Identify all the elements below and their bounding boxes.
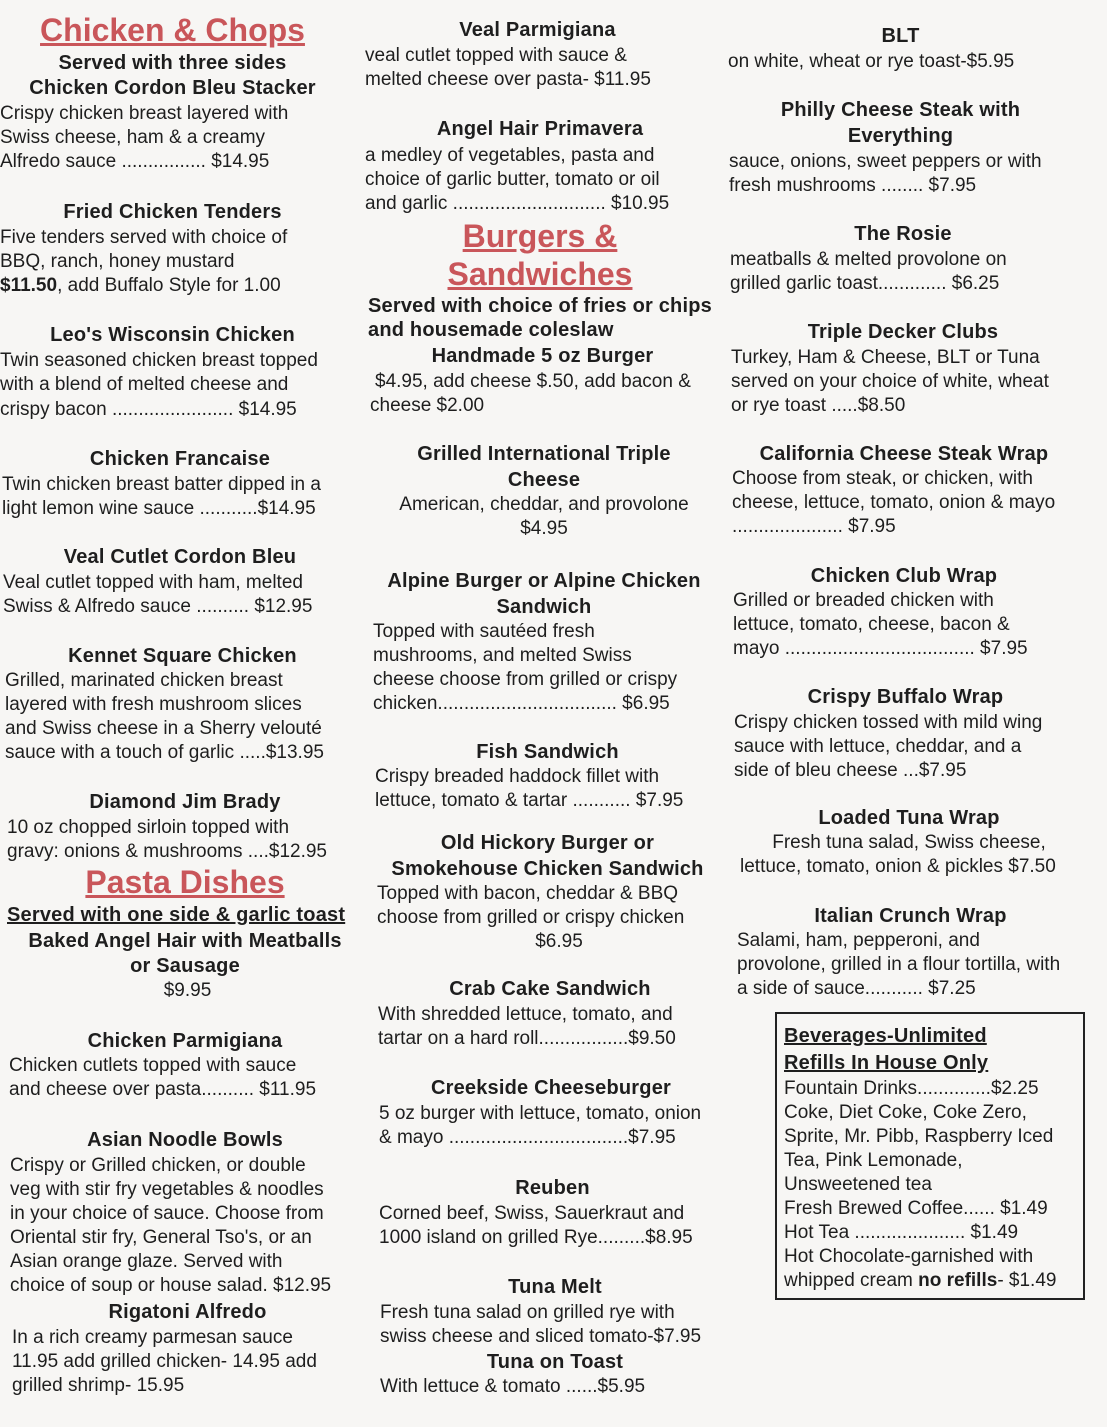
menu-item-title: Veal Parmigiana [459,19,616,41]
menu-item-title: Old Hickory Burger or [440,832,655,854]
menu-item-description: in your choice of sauce. Choose from [10,1203,324,1224]
menu-item-title: Diamond Jim Brady [89,791,281,813]
menu-item-title: Leo's Wisconsin Chicken [50,324,295,346]
menu-item-price-line: and garlic ............................. $10.95 [365,193,670,214]
menu-item-title: Baked Angel Hair with Meatballs [28,930,342,952]
menu-item-description: Asian orange glaze. Served with [10,1251,283,1272]
menu-item-title: Kennet Square Chicken [68,645,297,667]
menu-item-description: and Swiss cheese in a Sherry velouté [5,718,322,739]
menu-item-description: Crispy or Grilled chicken, or double [10,1155,306,1176]
beverage-price-line [784,1270,1056,1292]
section-heading-chicken-chops: Chicken & Chops [40,12,305,48]
menu-item-price-line: cheese $2.00 [370,395,485,416]
menu-item-description: veal cutlet topped with sauce & [365,45,627,66]
menu-item-title: Veal Cutlet Cordon Bleu [63,546,297,568]
menu-item-title: Chicken Francaise [89,448,271,470]
menu-item-title: Loaded Tuna Wrap [818,807,1000,829]
beverage-list: Coke, Diet Coke, Coke Zero, [784,1102,1027,1123]
menu-item-title: Chicken Cordon Bleu Stacker [29,77,316,99]
menu-item-title: Chicken Parmigiana [87,1030,283,1052]
menu-item-description: 5 oz burger with lettuce, tomato, onion [379,1103,702,1124]
menu-item-price-line: gravy: onions & mushrooms ....$12.95 [7,841,327,862]
menu-item-title: Everything [847,125,954,147]
menu-item-description: meatballs & melted provolone on [730,249,1007,270]
menu-item-title: Italian Crunch Wrap [814,905,1007,927]
menu-item-title: Tuna on Toast [486,1351,624,1373]
menu-item-description: Chicken cutlets topped with sauce [9,1055,297,1076]
menu-item-price-line: or rye toast .....$8.50 [731,395,906,416]
menu-item-price-line: Swiss & Alfredo sauce .......... $12.95 [3,596,313,617]
menu-item-title: Chicken Club Wrap [810,565,998,587]
section-subheading: Served with three sides [58,52,287,74]
menu-item-price-line: grilled garlic toast............. $6.25 [730,273,1000,294]
menu-item-title: Grilled International Triple [417,443,671,465]
section-subheading: Served with choice of fries or chips [368,295,712,317]
menu-item-price-line: sauce with a touch of garlic .....$13.95 [5,742,324,763]
menu-item-description: veg with stir fry vegetables & noodles [10,1179,324,1200]
beverage-price-line: Fountain Drinks..............$2.25 [784,1078,1039,1099]
menu-item-price-line: With lettuce & tomato ......$5.95 [380,1376,646,1397]
menu-item-title: Smokehouse Chicken Sandwich [391,858,704,880]
menu-item-title: Philly Cheese Steak with [780,99,1021,121]
menu-item-description: a medley of vegetables, pasta and [365,145,655,166]
menu-item-description: Grilled or breaded chicken with [733,590,994,611]
menu-item-title: Reuben [515,1177,590,1199]
menu-item-title: Crispy Buffalo Wrap [807,686,1004,708]
menu-item-price-line: on white, wheat or rye toast-$5.95 [728,51,1015,72]
menu-item-description: Grilled, marinated chicken breast [5,670,283,691]
menu-item-description: cheese, lettuce, tomato, onion & mayo [732,492,1056,513]
beverages-heading: Beverages-Unlimited [784,1025,987,1047]
menu-item-description: Crispy breaded haddock fillet with [375,766,660,787]
beverage-description: Hot Chocolate-garnished with [784,1246,1034,1267]
menu-item-title: Creekside Cheeseburger [430,1077,672,1099]
beverage-list: Unsweetened tea [784,1174,932,1195]
menu-item-title: The Rosie [854,223,952,245]
menu-item-price-line: chicken.................................. $6.95 [373,693,670,714]
menu-item-title: Asian Noodle Bowls [87,1129,283,1151]
menu-item-description: Fresh tuna salad, Swiss cheese, [772,832,1046,853]
menu-item-price-line: choice of soup or house salad. $12.95 [10,1275,332,1296]
menu-item-description: Turkey, Ham & Cheese, BLT or Tuna [731,347,1040,368]
menu-item-price-line: & mayo ..................................$7.95 [379,1127,676,1148]
menu-item-title: Angel Hair Primavera [436,118,644,140]
section-heading-burgers-sandwiches: Sandwiches [447,256,633,292]
menu-item-description: Swiss cheese, ham & a creamy [0,127,266,148]
menu-item-title: BLT [881,25,920,47]
beverage-list: Sprite, Mr. Pibb, Raspberry Iced [784,1126,1054,1147]
menu-item-description: Twin chicken breast batter dipped in a [2,474,321,495]
menu-item-price-line: tartar on a hard roll.................$9.50 [378,1028,676,1049]
menu-item-description: Fresh tuna salad on grilled rye with [380,1302,675,1323]
menu-item-title: Handmade 5 oz Burger [431,345,654,367]
menu-item-description: Five tenders served with choice of [0,227,288,248]
menu-item-description: served on your choice of white, wheat [731,371,1049,392]
menu-item-price-line: lettuce, tomato & tartar ........... $7.95 [375,790,684,811]
menu-item-title: California Cheese Steak Wrap [759,443,1049,465]
menu-item-description: lettuce, tomato, cheese, bacon & [733,614,1010,635]
menu-item-price-line: a side of sauce........... $7.25 [737,978,976,999]
beverage-description: whipped cream [784,1270,919,1291]
menu-item-price-line: grilled shrimp- 15.95 [12,1375,185,1396]
menu-item-price-line: 11.95 add grilled chicken- 14.95 add [12,1351,317,1372]
menu-item-price-line: melted cheese over pasta- $11.95 [365,69,651,90]
menu-item-description: With shredded lettuce, tomato, and [378,1004,673,1025]
beverages-heading: Refills In House Only [784,1052,989,1074]
menu-item-description: mushrooms, and melted Swiss [373,645,632,666]
menu-item-price-line: ..................... $7.95 [732,516,896,537]
menu-item-description: In a rich creamy parmesan sauce [12,1327,293,1348]
menu-item-price: $6.95 [535,931,583,952]
menu-item-description: Veal cutlet topped with ham, melted [3,572,303,593]
menu-item-title: Fried Chicken Tenders [63,201,282,223]
beverage-price-line: Fresh Brewed Coffee...... $1.49 [784,1198,1048,1219]
menu-item-price-line: swiss cheese and sliced tomato-$7.95 [380,1326,702,1347]
menu-item-price-line: crispy bacon ....................... $14.95 [0,399,297,420]
menu-item-description: Twin seasoned chicken breast topped [0,350,318,371]
menu-item-description: Topped with sautéed fresh [373,621,595,642]
menu-item-description: Oriental stir fry, General Tso's, or an [10,1227,312,1248]
menu-item-price-line: 1000 island on grilled Rye.........$8.95 [379,1227,693,1248]
menu-item-description: 10 oz chopped sirloin topped with [7,817,290,838]
menu-item-price-line: $4.95, add cheese $.50, add bacon & [375,371,691,392]
section-heading-pasta-dishes: Pasta Dishes [85,864,285,900]
beverage-list: Tea, Pink Lemonade, [784,1150,963,1171]
menu-item-title: Alpine Burger or Alpine Chicken [387,570,701,592]
menu-item-price-line: and cheese over pasta.......... $11.95 [9,1079,317,1100]
menu-item-description: Topped with bacon, cheddar & BBQ [377,883,679,904]
menu-item-description: cheese choose from grilled or crispy [373,669,678,690]
menu-item-price: $11.50 [0,275,58,296]
menu-item-title: Sandwich [496,596,592,618]
beverage-price-line: Hot Tea ..................... $1.49 [784,1222,1019,1243]
menu-item-price: $9.95 [163,980,212,1001]
menu-item-price-line: lettuce, tomato, onion & pickles $7.50 [740,856,1056,877]
menu-item-description: , add Buffalo Style for 1.00 [57,275,281,296]
beverage-price: - $1.49 [997,1270,1057,1291]
beverages-box [775,1012,1085,1300]
menu-item-description: American, cheddar, and provolone [399,494,689,515]
no-refills-note: no refills [918,1270,998,1291]
menu-item-price-line: fresh mushrooms ........ $7.95 [729,175,977,196]
menu-item-title: Tuna Melt [508,1276,602,1298]
menu-item-description: sauce with lettuce, cheddar, and a [734,736,1022,757]
section-heading-burgers-sandwiches: Burgers & [462,218,618,254]
menu-item-description: Crispy chicken tossed with mild wing [734,712,1043,733]
menu-item-description: with a blend of melted cheese and [0,374,289,395]
menu-item-title: or Sausage [130,955,240,977]
menu-item-title: Crab Cake Sandwich [449,978,651,1000]
menu-item-description: BBQ, ranch, honey mustard [0,251,235,272]
menu-item-price-line: mayo .................................... $7.95 [733,638,1028,659]
menu-item-title: Cheese [507,469,581,491]
menu-item-description: Salami, ham, pepperoni, and [737,930,980,951]
menu-item-description: Corned beef, Swiss, Sauerkraut and [379,1203,685,1224]
menu-item-price-line: Alfredo sauce ................ $14.95 [0,151,270,172]
menu-item-description: sauce, onions, sweet peppers or with [729,151,1042,172]
menu-item-description: Choose from steak, or chicken, with [732,468,1033,489]
section-subheading: and housemade coleslaw [368,319,614,341]
menu-item-price-line: light lemon wine sauce ...........$14.95 [2,498,316,519]
section-subheading: Served with one side & garlic toast [7,904,346,926]
menu-item-description: choice of garlic butter, tomato or oil [365,169,660,190]
menu-item-price-line [0,275,281,297]
menu-item-title: Rigatoni Alfredo [108,1301,267,1323]
menu-item-title: Fish Sandwich [476,741,619,763]
menu-item-description: provolone, grilled in a flour tortilla, with [737,954,1061,975]
menu-item-description: Crispy chicken breast layered with [0,103,289,124]
menu-item-price-line: side of bleu cheese ...$7.95 [734,760,967,781]
menu-item-title: Triple Decker Clubs [807,321,999,343]
menu-item-description: choose from grilled or crispy chicken [377,907,685,928]
menu-item-description: layered with fresh mushroom slices [5,694,302,715]
menu-item-price: $4.95 [520,518,568,539]
